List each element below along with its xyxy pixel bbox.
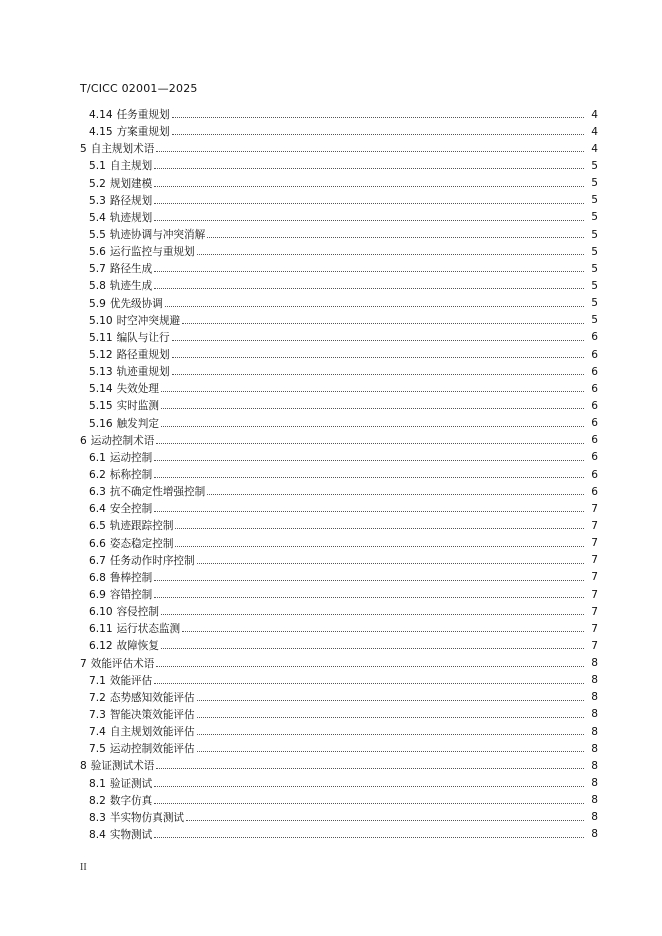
toc-entry-title (89, 261, 152, 276)
toc-entry-title (89, 741, 195, 756)
toc-page-number: 7 (591, 571, 598, 584)
toc-page-number: 8 (591, 691, 598, 704)
toc-entry-title (89, 124, 170, 139)
toc-page-number: 8 (591, 742, 598, 755)
toc-entry-text: 实物测试 (109, 828, 153, 841)
toc-page-number: 5 (591, 297, 598, 310)
dot-leader (154, 220, 584, 221)
toc-entry-number: 6.8 (89, 571, 106, 584)
toc-entry-text: 运动控制 (109, 451, 153, 464)
toc-page-number: 8 (591, 725, 598, 738)
toc-entry-number: 4.14 (89, 109, 113, 122)
toc-entry-title (89, 587, 152, 602)
dot-leader (161, 648, 584, 649)
toc-page-number: 7 (591, 537, 598, 550)
toc-entry-number: 6.6 (89, 537, 106, 550)
toc-entry-number: 5.9 (89, 297, 106, 310)
toc-entry-text: 运动控制效能评估 (109, 743, 195, 756)
toc-entry-title (89, 604, 159, 619)
dot-leader (161, 426, 584, 427)
toc-entry-number: 5.8 (89, 280, 106, 293)
toc-entry-text: 时空冲突规避 (116, 314, 181, 327)
toc-entry-text: 标称控制 (109, 469, 153, 482)
toc-entry-text: 轨迹规划 (109, 211, 153, 224)
toc-entry-number: 8.4 (89, 828, 106, 841)
toc-page-number: 5 (591, 262, 598, 275)
toc-entry-title (89, 244, 195, 259)
toc-entry-title (89, 776, 152, 791)
toc-page-number: 6 (591, 331, 598, 344)
toc-section-entry[interactable] (80, 312, 598, 329)
dot-leader (154, 803, 584, 804)
toc-page-number: 7 (591, 502, 598, 515)
toc-entry-number: 5.4 (89, 211, 106, 224)
toc-entry-text: 智能决策效能评估 (109, 708, 195, 721)
toc-entry-title (89, 638, 159, 653)
toc-entry-title (80, 141, 154, 156)
toc-entry-text: 任务重规划 (116, 109, 170, 122)
toc-section-entry[interactable] (80, 672, 598, 689)
toc-page-number: 6 (591, 399, 598, 412)
toc-section-entry[interactable] (80, 106, 598, 123)
toc-section-entry[interactable] (80, 192, 598, 209)
toc-entry-text: 效能评估术语 (90, 657, 155, 670)
toc-section-entry[interactable] (80, 689, 598, 706)
dot-leader (197, 717, 584, 718)
dot-leader (154, 683, 584, 684)
toc-entry-title (89, 210, 152, 225)
toc-entry-title (89, 107, 170, 122)
toc-entry-number: 6.3 (89, 486, 106, 499)
toc-entry-title (89, 518, 173, 533)
toc-entry-title (89, 707, 195, 722)
toc-page-number: 7 (591, 622, 598, 635)
toc-entry-title (89, 793, 152, 808)
dot-leader (154, 477, 584, 478)
toc-entry-text: 优先级协调 (109, 297, 163, 310)
dot-leader (154, 580, 584, 581)
dot-leader (154, 511, 584, 512)
dot-leader (172, 374, 584, 375)
toc-section-entry[interactable] (80, 277, 598, 294)
toc-section-entry[interactable] (80, 774, 598, 791)
toc-entry-number: 5.6 (89, 246, 106, 259)
toc-entry-text: 运行监控与重规划 (109, 246, 195, 259)
toc-entry-text: 失效处理 (116, 383, 159, 396)
dot-leader (172, 340, 584, 341)
toc-entry-number: 6.12 (89, 640, 113, 653)
toc-section-entry[interactable] (80, 809, 598, 826)
toc-section-entry[interactable] (80, 706, 598, 723)
dot-leader (197, 254, 584, 255)
toc-entry-number: 7.5 (89, 743, 106, 756)
toc-page-number: 7 (591, 639, 598, 652)
dot-leader (172, 134, 584, 135)
toc-entry-title (80, 758, 154, 773)
toc-entry-number: 5.12 (89, 349, 113, 362)
dot-leader (175, 528, 584, 529)
toc-entry-title (89, 330, 170, 345)
toc-entry-title (89, 690, 195, 705)
toc-entry-text: 编队与让行 (116, 331, 170, 344)
toc-entry-number: 6.4 (89, 503, 106, 516)
dot-leader (175, 546, 584, 547)
toc-entry-text: 规划建模 (109, 177, 153, 190)
toc-section-entry[interactable] (80, 363, 598, 380)
toc-section-entry[interactable] (80, 637, 598, 654)
toc-section-entry[interactable] (80, 157, 598, 174)
toc-page-number: 6 (591, 365, 598, 378)
document-id-header: T/CICC 02001—2025 (80, 82, 198, 95)
toc-entry-text: 态势感知效能评估 (109, 691, 195, 704)
toc-entry-text: 任务动作时序控制 (109, 554, 195, 567)
toc-section-entry[interactable] (80, 415, 598, 432)
toc-section-entry[interactable] (80, 209, 598, 226)
toc-section-entry[interactable] (80, 243, 598, 260)
toc-entry-number: 5.3 (89, 194, 106, 207)
toc-entry-number: 5.16 (89, 417, 113, 430)
toc-entry-number: 6.7 (89, 554, 106, 567)
toc-entry-title (89, 176, 152, 191)
toc-section-entry[interactable] (80, 329, 598, 346)
dot-leader (172, 357, 584, 358)
toc-entry-title (89, 398, 159, 413)
dot-leader (197, 700, 584, 701)
dot-leader (154, 460, 584, 461)
toc-entry-title (89, 347, 170, 362)
toc-entry-title (89, 827, 152, 842)
toc-section-entry[interactable] (80, 483, 598, 500)
toc-page-number: 5 (591, 211, 598, 224)
toc-entry-number: 5 (80, 143, 87, 156)
toc-entry-text: 容侵控制 (116, 606, 159, 619)
toc-entry-number: 5.14 (89, 383, 113, 396)
toc-chapter-entry[interactable] (80, 757, 598, 774)
toc-section-entry[interactable] (80, 620, 598, 637)
toc-entry-number: 7.3 (89, 708, 106, 721)
toc-entry-text: 容错控制 (109, 589, 153, 601)
toc-entry-number: 5.7 (89, 263, 106, 276)
dot-leader (156, 151, 584, 152)
toc-entry-text: 抗不确定性增强控制 (109, 486, 206, 499)
dot-leader (207, 494, 584, 495)
toc-entry-number: 6.11 (89, 623, 113, 636)
dot-leader (154, 837, 584, 838)
toc-page-number: 6 (591, 485, 598, 498)
toc-page-number: 8 (591, 811, 598, 824)
toc-page-number: 8 (591, 759, 598, 772)
toc-entry-text: 路径重规划 (116, 349, 170, 362)
toc-entry-number: 5.1 (89, 160, 106, 173)
toc-entry-text: 安全控制 (109, 503, 153, 516)
dot-leader (154, 597, 584, 598)
toc-entry-number: 5.5 (89, 229, 106, 242)
toc-page-number: 5 (591, 228, 598, 241)
toc-section-entry[interactable] (80, 603, 598, 620)
toc-entry-title (89, 158, 152, 173)
toc-section-entry[interactable] (80, 517, 598, 534)
toc-entry-number: 7 (80, 657, 87, 670)
toc-section-entry[interactable] (80, 552, 598, 569)
toc-entry-text: 自主规划效能评估 (109, 726, 195, 739)
toc-chapter-entry[interactable] (80, 140, 598, 157)
dot-leader (186, 820, 584, 821)
toc-section-entry[interactable] (80, 295, 598, 312)
toc-entry-title (89, 227, 205, 242)
toc-entry-number: 6.9 (89, 589, 106, 601)
dot-leader (172, 117, 584, 118)
toc-entry-title (89, 724, 195, 739)
toc-entry-number: 4.15 (89, 126, 113, 139)
toc-entry-title (89, 381, 159, 396)
dot-leader (197, 734, 584, 735)
dot-leader (154, 288, 584, 289)
toc-entry-number: 5.2 (89, 177, 106, 190)
dot-leader (161, 408, 584, 409)
toc-section-entry[interactable] (80, 346, 598, 363)
toc-page-number: 5 (591, 279, 598, 292)
toc-page-number: 8 (591, 657, 598, 670)
toc-entry-title (89, 296, 163, 311)
toc-section-entry[interactable] (80, 500, 598, 517)
toc-entry-title (89, 364, 170, 379)
toc-section-entry[interactable] (80, 792, 598, 809)
toc-entry-number: 8 (80, 760, 87, 773)
dot-leader (154, 271, 584, 272)
toc-section-entry[interactable] (80, 123, 598, 140)
toc-entry-title (80, 656, 154, 671)
dot-leader (197, 563, 584, 564)
dot-leader (156, 443, 584, 444)
toc-section-entry[interactable] (80, 260, 598, 277)
toc-entry-number: 7.2 (89, 691, 106, 704)
dot-leader (161, 391, 584, 392)
toc-entry-title (89, 278, 152, 293)
toc-entry-text: 数字仿真 (109, 794, 153, 807)
toc-entry-title (89, 467, 152, 482)
dot-leader (182, 631, 584, 632)
toc-entry-text: 轨迹跟踪控制 (109, 520, 174, 533)
toc-page-number: 8 (591, 708, 598, 721)
toc-entry-number: 5.13 (89, 366, 113, 379)
toc-page-number: 7 (591, 554, 598, 567)
dot-leader (154, 186, 584, 187)
toc-page-number: 8 (591, 794, 598, 807)
toc-entry-number: 6.5 (89, 520, 106, 533)
toc-page-number: 5 (591, 194, 598, 207)
toc-page-number: 6 (591, 348, 598, 361)
toc-section-entry[interactable] (80, 723, 598, 740)
dot-leader (207, 237, 584, 238)
toc-entry-number: 5.15 (89, 400, 113, 413)
dot-leader (154, 786, 584, 787)
toc-entry-text: 运动控制术语 (90, 434, 155, 447)
toc-entry-title (89, 673, 152, 688)
toc-section-entry[interactable] (80, 226, 598, 243)
toc-entry-number: 6.1 (89, 451, 106, 464)
page-number-footer: II (80, 862, 87, 873)
toc-section-entry[interactable] (80, 535, 598, 552)
toc-page-number: 6 (591, 451, 598, 464)
toc-entry-text: 路径规划 (109, 194, 153, 207)
toc-entry-title (80, 433, 154, 448)
toc-entry-text: 触发判定 (116, 417, 159, 430)
toc-entry-title (89, 621, 180, 636)
toc-entry-text: 轨迹重规划 (116, 366, 170, 379)
toc-entry-number: 5.10 (89, 314, 113, 327)
dot-leader (197, 751, 584, 752)
toc-entry-title (89, 313, 180, 328)
toc-section-entry[interactable] (80, 740, 598, 757)
toc-section-entry[interactable] (80, 586, 598, 603)
toc-entry-title (89, 501, 152, 516)
toc-page-number: 5 (591, 245, 598, 258)
toc-entry-title (89, 810, 184, 825)
toc-page-number: 7 (591, 605, 598, 618)
toc-section-entry[interactable] (80, 466, 598, 483)
toc-entry-text: 运行状态监测 (116, 623, 181, 636)
toc-entry-text: 半实物仿真测试 (109, 811, 185, 824)
toc-page-number: 4 (591, 108, 598, 121)
toc-section-entry[interactable] (80, 397, 598, 414)
dot-leader (156, 768, 584, 769)
toc-page-number: 8 (591, 828, 598, 841)
dot-leader (182, 323, 584, 324)
toc-chapter-entry[interactable] (80, 655, 598, 672)
toc-entry-text: 鲁棒控制 (109, 571, 153, 584)
dot-leader (161, 614, 584, 615)
toc-entry-text: 自主规划术语 (90, 143, 155, 156)
toc-page-number: 7 (591, 588, 598, 601)
toc-entry-text: 轨迹生成 (109, 280, 153, 293)
toc-entry-title (89, 536, 173, 551)
toc-entry-text: 实时监测 (116, 400, 159, 413)
toc-entry-number: 6.2 (89, 469, 106, 482)
toc-entry-number: 7.1 (89, 674, 106, 687)
toc-entry-text: 路径生成 (109, 263, 153, 276)
toc-entry-title (89, 553, 195, 568)
toc-page-number: 4 (591, 142, 598, 155)
toc-entry-text: 方案重规划 (116, 126, 170, 139)
toc-entry-number: 8.2 (89, 794, 106, 807)
toc-entry-number: 6 (80, 434, 87, 447)
toc-chapter-entry[interactable] (80, 432, 598, 449)
toc-section-entry[interactable] (80, 569, 598, 586)
dot-leader (165, 306, 584, 307)
toc-entry-text: 轨迹协调与冲突消解 (109, 229, 206, 242)
toc-page-number: 6 (591, 417, 598, 430)
toc-page-number: 5 (591, 177, 598, 190)
toc-entry-number: 6.10 (89, 606, 113, 619)
toc-entry-number: 5.11 (89, 331, 113, 344)
toc-page-number: 5 (591, 159, 598, 172)
toc-entry-title (89, 484, 205, 499)
toc-entry-title (89, 450, 152, 465)
toc-section-entry[interactable] (80, 449, 598, 466)
toc-page-number: 6 (591, 382, 598, 395)
toc-entry-number: 8.1 (89, 777, 106, 790)
dot-leader (154, 168, 584, 169)
toc-page-number: 7 (591, 519, 598, 532)
toc-section-entry[interactable] (80, 380, 598, 397)
toc-entry-title (89, 193, 152, 208)
toc-entry-text: 验证测试术语 (90, 760, 155, 773)
toc-section-entry[interactable] (80, 175, 598, 192)
toc-entry-title (89, 570, 152, 585)
table-of-contents (80, 106, 598, 843)
toc-entry-number: 8.3 (89, 811, 106, 824)
toc-entry-text: 效能评估 (109, 674, 153, 687)
toc-entry-text: 验证测试 (109, 777, 153, 790)
toc-page-number: 4 (591, 125, 598, 138)
toc-section-entry[interactable] (80, 826, 598, 843)
toc-page-number: 5 (591, 314, 598, 327)
toc-page-number: 6 (591, 434, 598, 447)
toc-page-number: 8 (591, 674, 598, 687)
toc-page-number: 6 (591, 468, 598, 481)
toc-entry-number: 7.4 (89, 726, 106, 739)
toc-entry-text: 故障恢复 (116, 640, 159, 653)
toc-entry-title (89, 416, 159, 431)
toc-entry-text: 姿态稳定控制 (109, 537, 174, 550)
toc-entry-text: 自主规划 (109, 160, 153, 173)
dot-leader (156, 666, 584, 667)
dot-leader (154, 203, 584, 204)
toc-page-number: 8 (591, 777, 598, 790)
